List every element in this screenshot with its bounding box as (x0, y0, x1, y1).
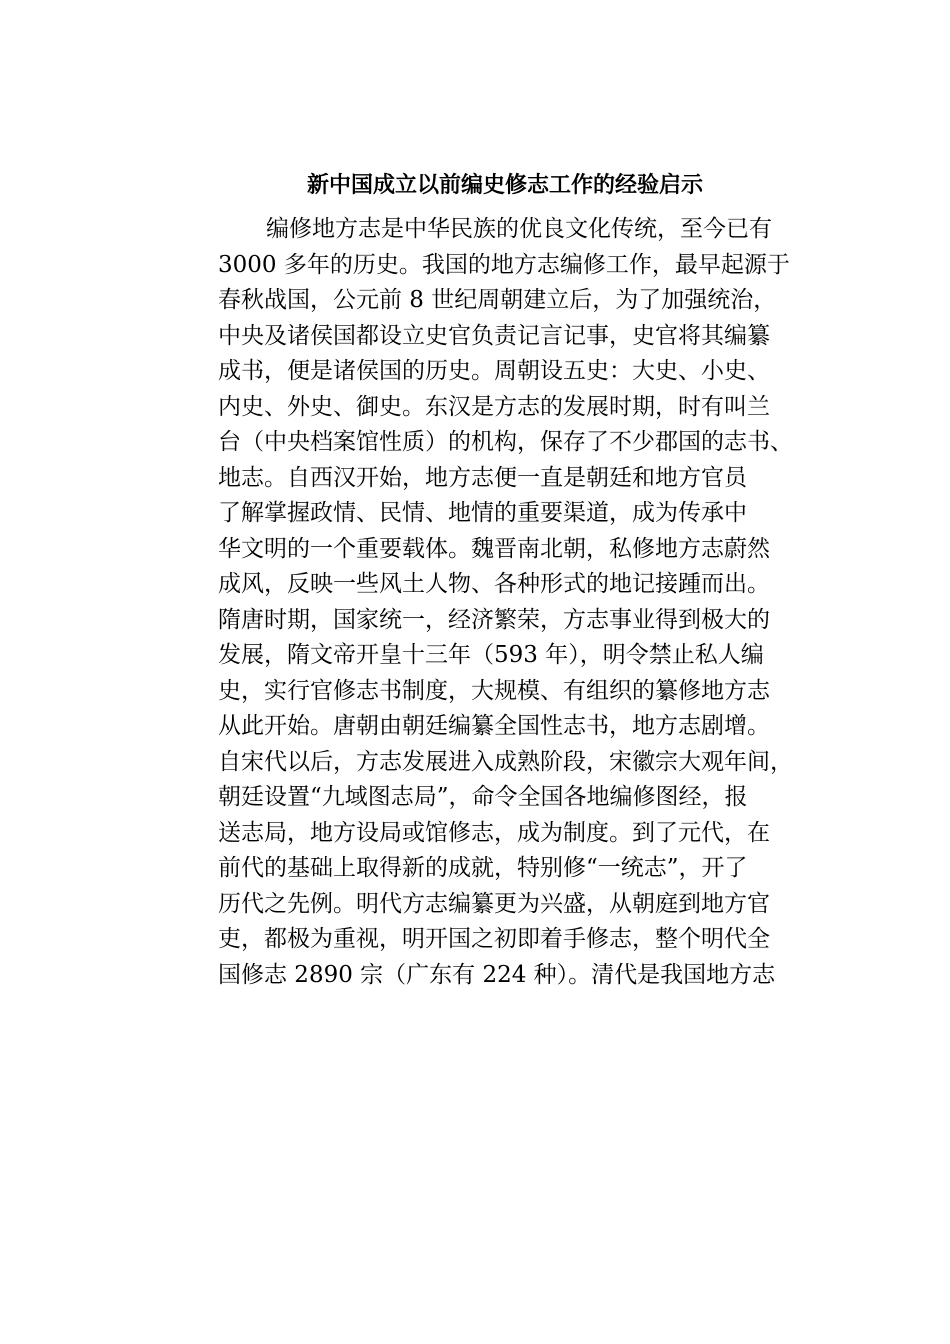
text-line: 成书，便是诸侯国的历史。周朝设五史：大史、小史、 (218, 358, 770, 384)
body-paragraph (218, 212, 793, 993)
text-line: 国修志 2890 宗（广东有 224 种）。清代是我国地方志 (218, 961, 776, 988)
text-line: 吏，都极为重视，明开国之初即着手修志，整个明代全 (218, 926, 770, 952)
text-line: 春秋战国，公元前 8 世纪周朝建立后，为了加强统治， (218, 287, 777, 313)
text-line: 自宋代以后，方志发展进入成熟阶段，宋徽宗大观年间， (218, 748, 793, 775)
text-line: 台（中央档案馆性质）的机构，保存了不少郡国的志书、 (218, 429, 793, 455)
text-line: 史，实行官修志书制度，大规模、有组织的纂修地方志 (218, 677, 770, 704)
document-title: 新中国成立以前编史修志工作的经验启示 (306, 173, 703, 198)
text-line: 前代的基础上取得新的成就，特别修“一统志”，开了 (218, 855, 748, 881)
text-line: 中央及诸侯国都设立史官负责记言记事，史官将其编纂 (218, 322, 770, 349)
text-line: 地志。自西汉开始，地方志便一直是朝廷和地方官员 (218, 464, 747, 491)
text-line: 隋唐时期，国家统一，经济繁荣，方志事业得到极大的 (218, 606, 770, 633)
text-line: 成风，反映一些风土人物、各种形式的地记接踵而出。 (218, 571, 770, 597)
text-line: 编修地方志是中华民族的优良文化传统，至今已有 (266, 216, 772, 242)
text-line: 朝廷设置“九域图志局”，命令全国各地编修图经，报 (218, 784, 748, 810)
text-line: 从此开始。唐朝由朝廷编纂全国性志书，地方志剧增。 (218, 713, 770, 739)
text-line: 3000 多年的历史。我国的地方志编修工作，最早起源于 (218, 251, 790, 278)
text-line: 送志局，地方设局或馆修志，成为制度。到了元代，在 (218, 819, 770, 846)
text-line: 内史、外史、御史。东汉是方志的发展时期，时有叫兰 (218, 393, 770, 420)
text-line: 历代之先例。明代方志编纂更为兴盛，从朝庭到地方官 (218, 890, 770, 917)
text-line: 了解掌握政情、民情、地情的重要渠道，成为传承中 (218, 500, 747, 526)
text-line: 华文明的一个重要载体。魏晋南北朝，私修地方志蔚然 (218, 535, 770, 562)
text-line: 发展，隋文帝开皇十三年（593 年），明令禁止私人编 (218, 642, 764, 668)
